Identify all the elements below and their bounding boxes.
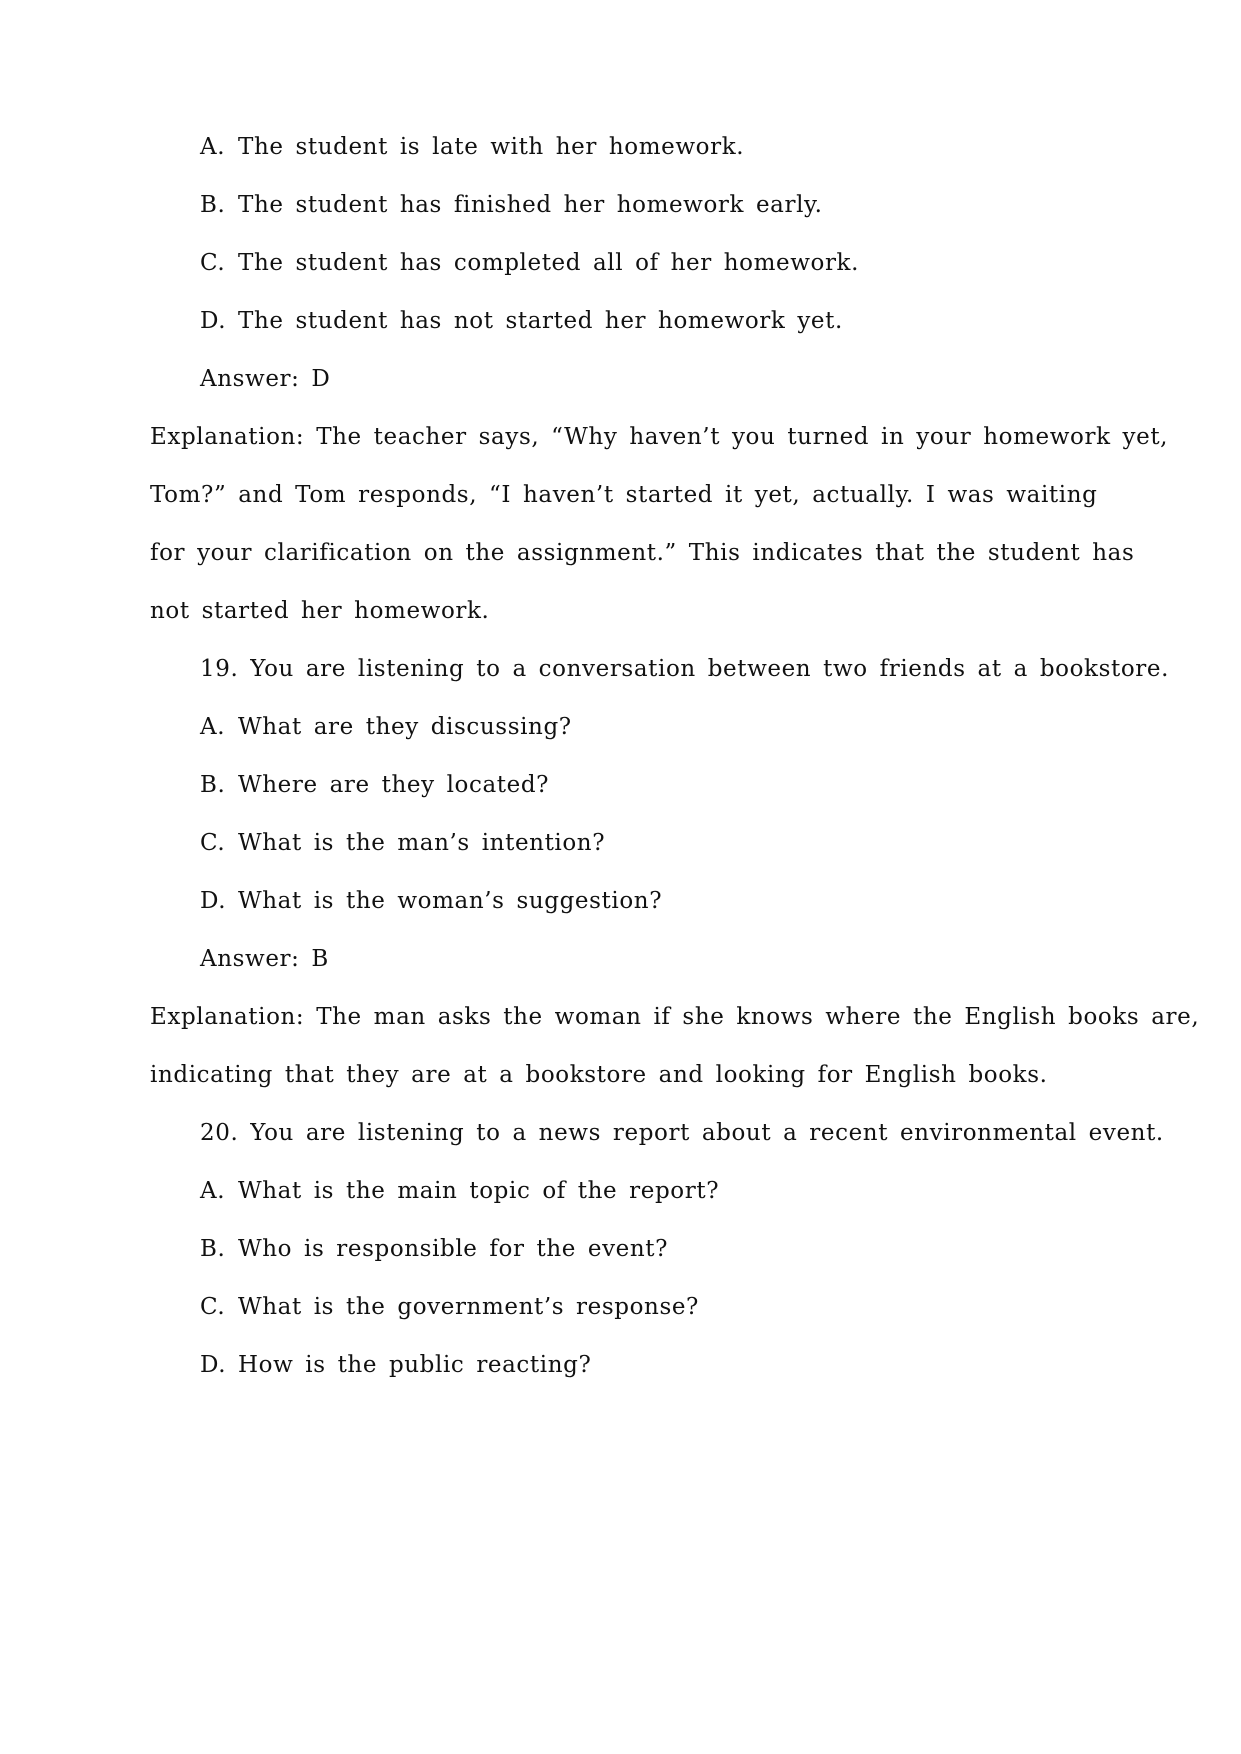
q19-option-d — [200, 888, 662, 914]
q18-option-c — [200, 250, 859, 276]
option-letter: C. — [200, 830, 226, 856]
option-text: The student has finished her homework early. — [238, 192, 823, 218]
q20-option-c — [200, 1294, 699, 1320]
option-text: What are they discussing? — [238, 714, 572, 740]
option-text: How is the public reacting? — [238, 1352, 592, 1378]
option-letter: B. — [200, 192, 226, 218]
option-text: Where are they located? — [238, 772, 550, 798]
option-letter: B. — [200, 1236, 226, 1262]
q18-explanation-line: not started her homework. — [150, 598, 490, 624]
q19-explanation-line: indicating that they are at a bookstore and looking for English books. — [150, 1062, 1048, 1088]
q19-option-a — [200, 714, 572, 740]
option-text: What is the government’s response? — [238, 1294, 699, 1320]
q19-answer: Answer: B — [200, 946, 329, 972]
option-letter: A. — [200, 714, 226, 740]
option-text: What is the man’s intention? — [238, 830, 606, 856]
q19-option-c — [200, 830, 605, 856]
option-text: The student is late with her homework. — [238, 134, 745, 160]
q19-option-b — [200, 772, 549, 798]
option-letter: C. — [200, 250, 226, 276]
q20-option-a — [200, 1178, 719, 1204]
q20-prompt: 20. You are listening to a news report about a recent environmental event. — [200, 1120, 1164, 1146]
option-letter: D. — [200, 888, 227, 914]
option-letter: D. — [200, 1352, 227, 1378]
q18-option-a — [200, 134, 744, 160]
q20-option-d — [200, 1352, 591, 1378]
q18-answer: Answer: D — [200, 366, 331, 392]
q19-prompt: 19. You are listening to a conversation between two friends at a bookstore. — [200, 656, 1169, 682]
q18-explanation-line: Tom?” and Tom responds, “I haven’t started it yet, actually. I was waiting — [150, 482, 1098, 508]
q18-option-b — [200, 192, 823, 218]
q20-option-b — [200, 1236, 668, 1262]
q18-option-d — [200, 308, 843, 334]
option-text: What is the main topic of the report? — [238, 1178, 720, 1204]
option-letter: A. — [200, 1178, 226, 1204]
q18-explanation-line: Explanation: The teacher says, “Why haven’t you turned in your homework yet, — [150, 424, 1169, 450]
q19-explanation-line: Explanation: The man asks the woman if she knows where the English books are, — [150, 1004, 1200, 1030]
option-text: The student has not started her homework yet. — [238, 308, 843, 334]
q18-explanation-line: for your clarification on the assignment.” This indicates that the student has — [150, 540, 1135, 566]
option-letter: C. — [200, 1294, 226, 1320]
option-text: The student has completed all of her homework. — [238, 250, 859, 276]
option-letter: B. — [200, 772, 226, 798]
option-letter: D. — [200, 308, 227, 334]
option-text: Who is responsible for the event? — [238, 1236, 669, 1262]
option-text: What is the woman’s suggestion? — [238, 888, 663, 914]
option-letter: A. — [200, 134, 226, 160]
